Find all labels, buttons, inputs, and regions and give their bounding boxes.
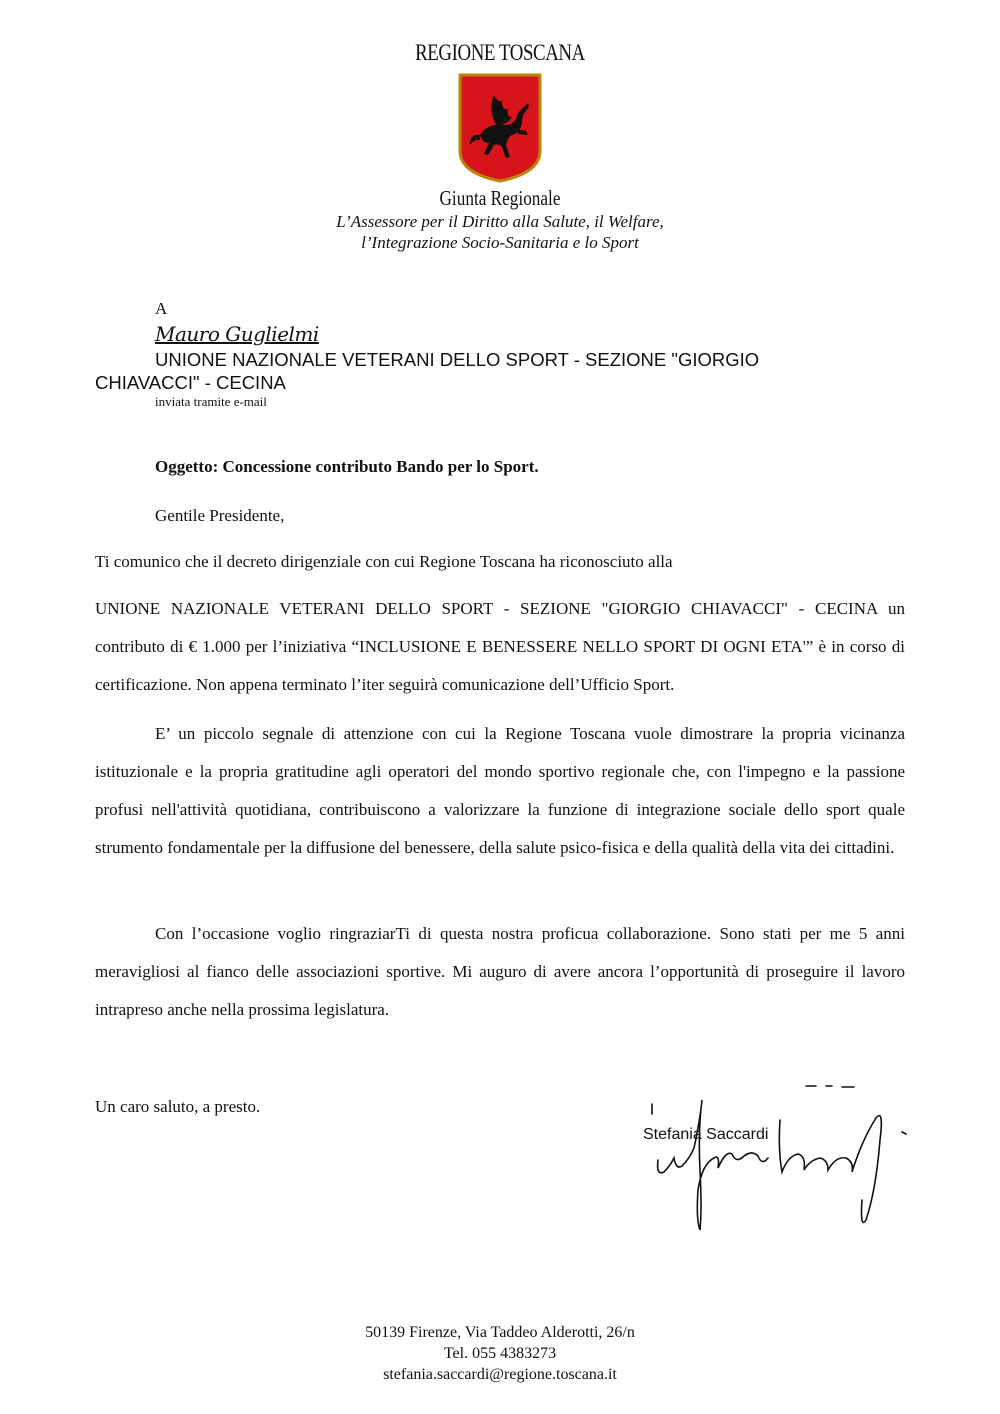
body-paragraph-1: Ti comunico che il decreto dirigenziale con cui Regione Toscana ha riconosciuto alla xyxy=(95,552,673,571)
recipient-name: Mauro Guglielmi xyxy=(155,322,319,346)
assessore-line-1: L’Assessore per il Diritto alla Salute, il Welfare, xyxy=(336,212,664,231)
delivery-note: inviata tramite e-mail xyxy=(155,394,267,409)
footer-email[interactable]: stefania.saccardi@regione.toscana.it xyxy=(383,1366,617,1383)
footer-address: 50139 Firenze, Via Taddeo Alderotti, 26/n xyxy=(365,1324,635,1341)
recipient-organization: UNIONE NAZIONALE VETERANI DELLO SPORT - SEZIONE "GIORGIO CHIAVACCI" - CECINA xyxy=(95,349,760,393)
closing-line: Un caro saluto, a presto. xyxy=(95,1097,261,1116)
giunta-regionale: Giunta Regionale xyxy=(439,186,561,210)
signatory-name: Stefania Saccardi xyxy=(643,1126,769,1143)
handwritten-signature xyxy=(640,1080,920,1240)
assessore-title xyxy=(0,211,1000,253)
body-paragraph-4: Con l’occasione voglio ringraziarTi di questa nostra proficua collaborazione. Sono stati per me 5 anni meravigliosi al fianco delle associazioni sportive. Mi auguro di avere ancora l’opportunità di proseguire il lavoro intrapreso anche nella prossima legislatura. xyxy=(95,924,905,1019)
organization-name: REGIONE TOSCANA xyxy=(415,40,585,65)
body-paragraph-3: E’ un piccolo segnale di attenzione con cui la Regione Toscana vuole dimostrare la propria vicinanza istituzionale e la propria gratitudine agli operatori del mondo sportivo regionale che, con l'impegno e la passione profusi nell'attività quotidiana, contribuiscono a valorizzare la funzione di integrazione sociale dello sport quale strumento fondamentale per la diffusione del benessere, della salute psico-fisica e della qualità della vita dei cittadini. xyxy=(95,724,905,857)
body-paragraph-2: UNIONE NAZIONALE VETERANI DELLO SPORT - SEZIONE "GIORGIO CHIAVACCI" - CECINA un contributo di € 1.000 per l’iniziativa “INCLUSIONE E BENESSERE NELLO SPORT DI OGNI ETA'” è in corso di certificazione. Non appena terminato l’iter seguirà comunicazione dell’Ufficio Sport. xyxy=(95,599,905,694)
footer-phone: Tel. 055 4383273 xyxy=(443,1345,557,1362)
recipient-prefix: A xyxy=(155,299,168,318)
assessore-line-2: l’Integrazione Socio-Sanitaria e lo Sport xyxy=(361,233,639,252)
greeting: Gentile Presidente, xyxy=(155,506,285,525)
subject-line: Oggetto: Concessione contributo Bando per lo Sport. xyxy=(155,457,539,476)
pegasus-crest-icon xyxy=(458,73,542,183)
footer-contacts xyxy=(0,1322,1000,1385)
